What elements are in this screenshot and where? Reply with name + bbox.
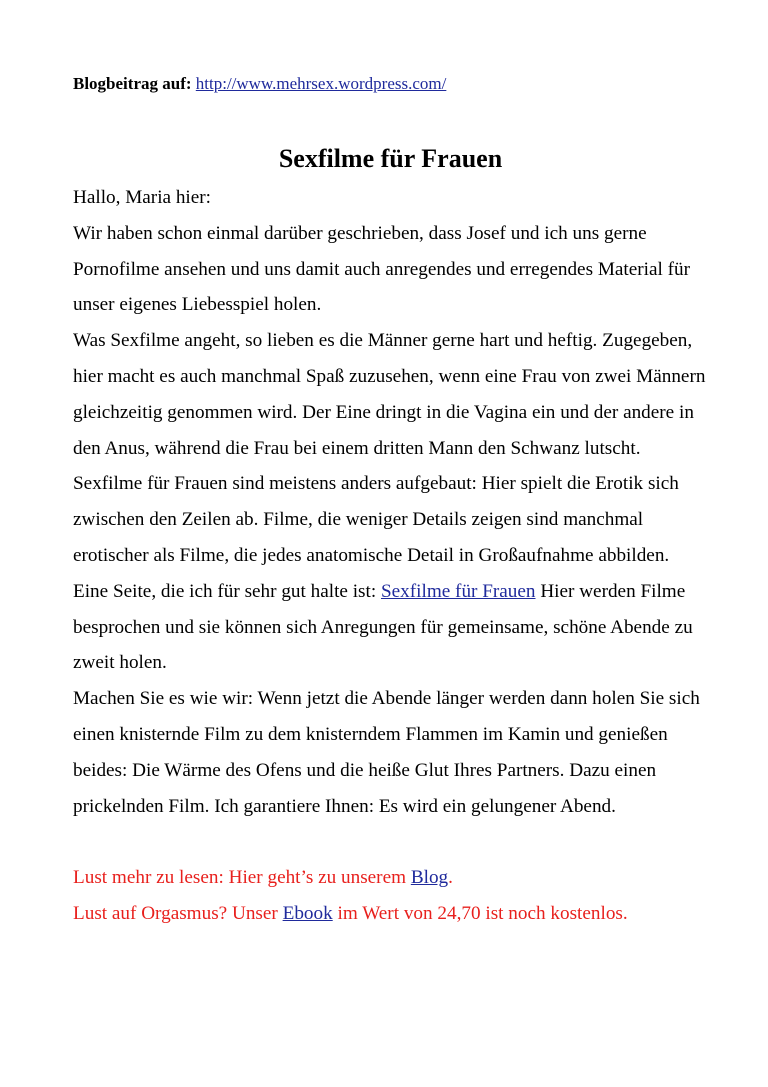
- paragraph-3-text-after: Hier werden Filme besprochen und sie können sich Anregungen für gemeinsame, schöne Abende zu zweit holen.: [73, 580, 693, 674]
- blog-source-label: Blogbeitrag auf:: [73, 74, 192, 93]
- blog-source-line: [73, 72, 708, 98]
- paragraph-2: Was Sexfilme angeht, so lieben es die Männer gerne hart und heftig. Zugegeben, hier macht es auch manchmal Spaß zuzusehen, wenn eine Frau von zwei Männern gleichzeitig genommen wird. Der Eine dringt in die Vagina ein und der andere in den Anus, während die Frau bei einem dritten Mann den Schwanz lutscht.: [73, 330, 706, 459]
- footer-line-1-after: .: [448, 867, 453, 889]
- footer-line-2-after: im Wert von 24,70 ist noch kostenlos.: [332, 903, 628, 925]
- blog-url-link[interactable]: http://www.mehrsex.wordpress.com/: [195, 74, 447, 93]
- ebook-link[interactable]: Ebook: [282, 903, 333, 925]
- document-title: Sexfilme für Frauen: [278, 144, 503, 173]
- footer-line-1-before: Lust mehr zu lesen: Hier geht’s zu unserem: [73, 867, 411, 889]
- paragraph-3-text-before: Sexfilme für Frauen sind meistens anders aufgebaut: Hier spielt die Erotik sich zwischen den Zeilen ab. Filme, die weniger Details zeigen sind manchmal erotischer als Filme, die jedes anatomische Detail in Großaufnahme abbilden. Eine Seite, die ich für sehr gut halte ist:: [73, 473, 679, 602]
- footer-line-blog: [73, 860, 708, 896]
- paragraph-1: Wir haben schon einmal darüber geschrieben, dass Josef und ich uns gerne Pornofilme ansehen und uns damit auch anregendes und erregendes Material für unser eigenes Liebesspiel holen.: [73, 222, 690, 316]
- paragraph-4: Machen Sie es wie wir: Wenn jetzt die Abende länger werden dann holen Sie sich einen knisternde Film zu dem knisterndem Flammen im Kamin und genießen beides: Die Wärme des Ofens und die heiße Glut Ihres Partners. Dazu einen prickelnden Film. Ich garantiere Ihnen: Es wird ein gelungener Abend.: [73, 688, 700, 817]
- blog-link[interactable]: Blog: [410, 867, 449, 889]
- sexfilme-link[interactable]: Sexfilme für Frauen: [380, 580, 536, 602]
- paragraph-3: [73, 466, 708, 681]
- greeting-paragraph: Hallo, Maria hier:: [73, 187, 211, 208]
- footer-line-2-before: Lust auf Orgasmus? Unser: [73, 903, 283, 925]
- article-body: [73, 180, 708, 932]
- footer-line-ebook: [73, 896, 708, 932]
- spacer: [73, 824, 708, 860]
